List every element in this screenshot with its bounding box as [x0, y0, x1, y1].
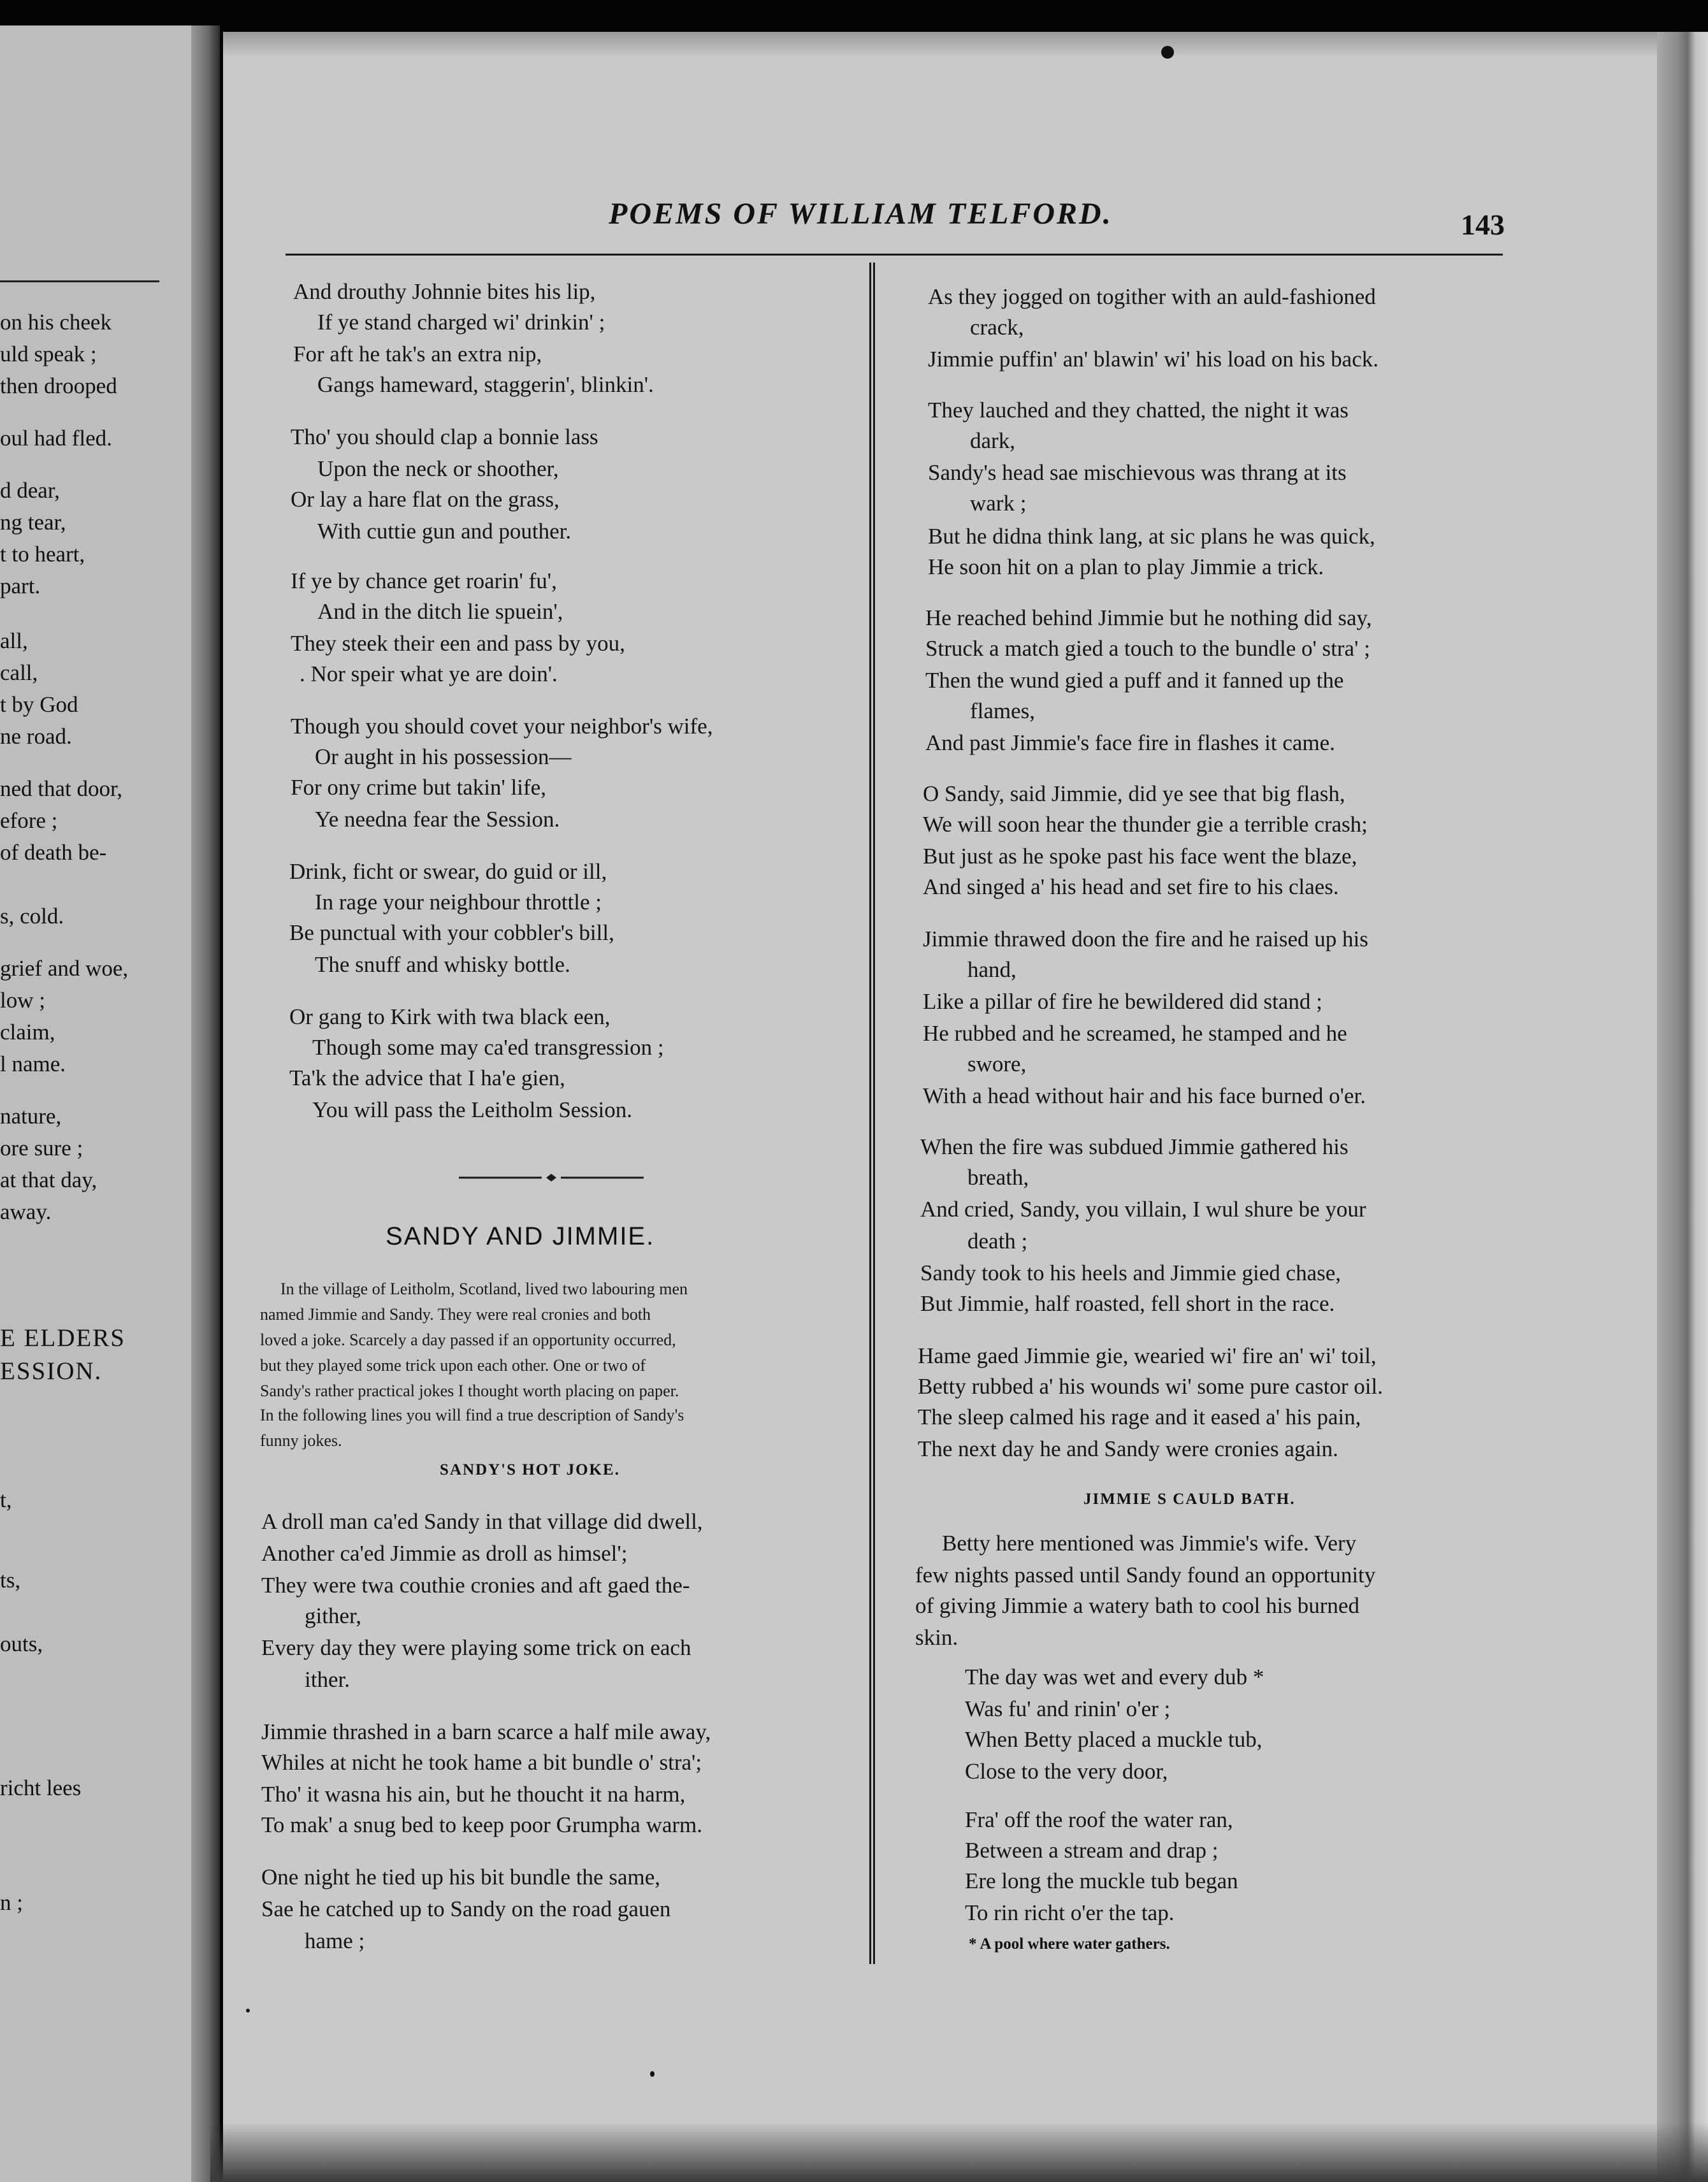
- page-shadow: [210, 2122, 1708, 2182]
- facing-line: then drooped: [0, 373, 117, 398]
- facing-line: s, cold.: [0, 904, 64, 928]
- poem-line: crack,: [970, 315, 1024, 340]
- verse-line: Or lay a hare flat on the grass,: [291, 487, 560, 512]
- poem-line: But Jimmie, half roasted, fell short in the race.: [920, 1291, 1335, 1316]
- verse-line: If ye stand charged wi' drinkin' ;: [317, 310, 605, 335]
- verse-line: Though some may ca'ed transgression ;: [312, 1035, 664, 1060]
- verse-line: In rage your neighbour throttle ;: [315, 890, 602, 914]
- section-ornament: [459, 1174, 644, 1181]
- verse-line: And in the ditch lie spuein',: [317, 599, 563, 624]
- ink-speck: [1161, 46, 1174, 59]
- facing-heading: ESSION.: [0, 1357, 103, 1385]
- page-shadow: [223, 32, 1657, 57]
- poem-line: As they jogged on togither with an auld-fashioned: [928, 284, 1376, 309]
- header-rule: [286, 254, 1503, 256]
- page-gutter: [191, 25, 220, 2182]
- verse-line: And drouthy Johnnie bites his lip,: [293, 279, 596, 304]
- poem-line: When the fire was subdued Jimmie gathered his: [920, 1134, 1349, 1159]
- verse-line: Ere long the muckle tub began: [965, 1868, 1238, 1893]
- verse-line: Drink, ficht or swear, do guid or ill,: [289, 859, 607, 884]
- facing-line: on his cheek: [0, 310, 112, 335]
- verse-line: When Betty placed a muckle tub,: [965, 1727, 1263, 1752]
- verse-line: Be punctual with your cobbler's bill,: [289, 920, 614, 945]
- poem-line: Jimmie thrashed in a barn scarce a half mile away,: [261, 1719, 711, 1744]
- poem-line: ither.: [305, 1667, 350, 1692]
- poem-subheading: SANDY'S HOT JOKE.: [440, 1461, 620, 1478]
- poem-line: The sleep calmed his rage and it eased a' his pain,: [918, 1405, 1361, 1429]
- poem-line: They were twa couthie cronies and aft gaed the-: [261, 1573, 690, 1598]
- verse-line: Fra' off the roof the water ran,: [965, 1807, 1233, 1832]
- facing-line: ne road.: [0, 724, 72, 749]
- poem-line: death ;: [967, 1229, 1028, 1254]
- verse-line: With cuttie gun and pouther.: [317, 519, 572, 544]
- verse-line: For aft he tak's an extra nip,: [293, 342, 542, 366]
- poem-line: Then the wund gied a puff and it fanned up the: [925, 668, 1344, 693]
- facing-line: t,: [0, 1487, 12, 1512]
- poem-line: Jimmie thrawed doon the fire and he raised up his: [923, 927, 1368, 951]
- running-title: POEMS OF WILLIAM TELFORD.: [609, 197, 1113, 231]
- intro-line: named Jimmie and Sandy. They were real cronies and both: [260, 1305, 651, 1324]
- facing-line: nature,: [0, 1104, 62, 1129]
- poem-line: He rubbed and he screamed, he stamped and he: [923, 1021, 1347, 1046]
- ornament-diamond: [546, 1174, 556, 1181]
- intro-line: In the following lines you will find a true description of Sandy's: [260, 1406, 684, 1424]
- poem-line: But just as he spoke past his face went the blaze,: [923, 844, 1357, 869]
- facing-page-rule: [0, 280, 159, 282]
- facing-line: outs,: [0, 1631, 43, 1656]
- facing-line: ore sure ;: [0, 1136, 83, 1160]
- intro-line: loved a joke. Scarcely a day passed if an opportunity occurred,: [260, 1331, 676, 1349]
- poem-line: They lauched and they chatted, the night it was: [928, 398, 1349, 423]
- facing-line: low ;: [0, 988, 45, 1013]
- poem-line: Whiles at nicht he took hame a bit bundle o' stra';: [261, 1750, 702, 1775]
- poem-line: And past Jimmie's face fire in flashes it came.: [925, 730, 1335, 755]
- facing-line: at that day,: [0, 1167, 98, 1192]
- poem-line: gither,: [305, 1603, 361, 1628]
- poem-line: Hame gaed Jimmie gie, wearied wi' fire an' wi' toil,: [918, 1343, 1377, 1368]
- verse-line: Was fu' and rinin' o'er ;: [965, 1696, 1171, 1721]
- verse-line: Ye needna fear the Session.: [315, 807, 560, 832]
- poem-line: swore,: [967, 1051, 1027, 1076]
- footnote: * A pool where water gathers.: [969, 1935, 1170, 1953]
- poem-line: Sandy's head sae mischievous was thrang at its: [928, 460, 1347, 485]
- facing-line: of death be-: [0, 840, 107, 865]
- poem-line: Another ca'ed Jimmie as droll as himsel';: [261, 1541, 628, 1566]
- poem-line: And cried, Sandy, you villain, I wul shure be your: [920, 1197, 1366, 1222]
- facing-line: richt lees: [0, 1775, 82, 1800]
- verse-line: To rin richt o'er the tap.: [965, 1900, 1175, 1925]
- facing-line: part.: [0, 574, 41, 598]
- poem-line: The next day he and Sandy were cronies again.: [918, 1436, 1338, 1461]
- verse-line: If ye by chance get roarin' fu',: [291, 568, 557, 593]
- poem-line: With a head without hair and his face burned o'er.: [923, 1083, 1366, 1108]
- prose-line: of giving Jimmie a watery bath to cool his burned: [915, 1593, 1359, 1618]
- poem-line: Like a pillar of fire he bewildered did stand ;: [923, 989, 1322, 1014]
- verse-line: Close to the very door,: [965, 1759, 1168, 1784]
- intro-line: but they played some trick upon each other. One or two of: [260, 1356, 646, 1375]
- poem-line: dark,: [970, 428, 1015, 453]
- verse-line: Upon the neck or shoother,: [317, 456, 559, 481]
- facing-line: grief and woe,: [0, 956, 129, 981]
- intro-line: Sandy's rather practical jokes I thought worth placing on paper.: [260, 1382, 679, 1400]
- poem-line: Betty rubbed a' his wounds wi' some pure castor oil.: [918, 1374, 1383, 1399]
- poem-line: Sae he catched up to Sandy on the road gauen: [261, 1897, 671, 1921]
- facing-line: ned that door,: [0, 776, 123, 801]
- ink-speck: [650, 2071, 655, 2077]
- facing-page-fragment: [0, 25, 210, 2182]
- verse-line: Gangs hameward, staggerin', blinkin'.: [317, 372, 654, 397]
- facing-line: claim,: [0, 1020, 55, 1044]
- poem-subheading: JIMMIE S CAULD BATH.: [1083, 1491, 1296, 1508]
- prose-line: skin.: [915, 1625, 959, 1650]
- facing-line: uld speak ;: [0, 342, 97, 366]
- poem-line: But he didna think lang, at sic plans he was quick,: [928, 524, 1375, 549]
- poem-line: hame ;: [305, 1928, 365, 1953]
- verse-line: For ony crime but takin' life,: [291, 775, 546, 800]
- poem-line: And singed a' his head and set fire to his claes.: [923, 874, 1339, 899]
- facing-line: ts,: [0, 1568, 21, 1593]
- prose-line: Betty here mentioned was Jimmie's wife. Very: [942, 1531, 1357, 1556]
- verse-line: Ta'k the advice that I ha'e gien,: [289, 1066, 565, 1090]
- facing-line: t to heart,: [0, 542, 85, 567]
- verse-line: Tho' you should clap a bonnie lass: [291, 424, 598, 449]
- column-divider: [869, 263, 875, 1964]
- facing-line: n ;: [0, 1890, 23, 1915]
- poem-line: Tho' it wasna his ain, but he thoucht it na harm,: [261, 1782, 686, 1807]
- verse-line: You will pass the Leitholm Session.: [312, 1097, 633, 1122]
- poem-line: flames,: [970, 698, 1036, 723]
- facing-line: oul had fled.: [0, 426, 112, 451]
- poem-line: wark ;: [970, 491, 1027, 516]
- poem-line: Jimmie puffin' an' blawin' wi' his load on his back.: [928, 347, 1379, 372]
- facing-line: t by God: [0, 692, 78, 717]
- verse-line: Or gang to Kirk with twa black een,: [289, 1004, 611, 1029]
- facing-line: away.: [0, 1199, 52, 1224]
- verse-line: Between a stream and drap ;: [965, 1838, 1219, 1863]
- verse-line: . Nor speir what ye are doin'.: [300, 661, 558, 686]
- facing-line: d dear,: [0, 478, 60, 503]
- page-number: 143: [1461, 208, 1505, 241]
- facing-line: ng tear,: [0, 510, 66, 535]
- verse-line: The day was wet and every dub *: [965, 1665, 1264, 1689]
- poem-line: Struck a match gied a touch to the bundle o' stra' ;: [925, 636, 1370, 661]
- poem-line: A droll man ca'ed Sandy in that village did dwell,: [261, 1509, 703, 1534]
- page-edge: [1657, 32, 1708, 2182]
- intro-line: In the village of Leitholm, Scotland, lived two labouring men: [280, 1280, 688, 1298]
- poem-line: He reached behind Jimmie but he nothing did say,: [925, 605, 1372, 630]
- prose-line: few nights passed until Sandy found an opportunity: [915, 1563, 1376, 1587]
- facing-line: l name.: [0, 1051, 66, 1076]
- poem-line: Every day they were playing some trick on each: [261, 1635, 691, 1660]
- section-title: SANDY AND JIMMIE.: [386, 1222, 655, 1250]
- poem-line: O Sandy, said Jimmie, did ye see that big flash,: [923, 781, 1345, 806]
- verse-line: They steek their een and pass by you,: [291, 631, 625, 656]
- verse-line: The snuff and whisky bottle.: [315, 952, 570, 977]
- facing-line: efore ;: [0, 808, 58, 833]
- poem-line: breath,: [967, 1165, 1029, 1190]
- ink-speck: [246, 2009, 250, 2012]
- poem-line: He soon hit on a plan to play Jimmie a trick.: [928, 554, 1324, 579]
- facing-line: call,: [0, 660, 38, 685]
- poem-line: We will soon hear the thunder gie a terrible crash;: [923, 812, 1368, 837]
- facing-line: all,: [0, 628, 28, 653]
- facing-heading: E ELDERS: [0, 1324, 126, 1352]
- verse-line: Or aught in his possession—: [315, 744, 572, 769]
- intro-line: funny jokes.: [260, 1431, 342, 1450]
- poem-line: hand,: [967, 957, 1017, 982]
- poem-line: Sandy took to his heels and Jimmie gied chase,: [920, 1261, 1342, 1285]
- poem-line: One night he tied up his bit bundle the same,: [261, 1865, 661, 1889]
- verse-line: Though you should covet your neighbor's wife,: [291, 714, 713, 739]
- poem-line: To mak' a snug bed to keep poor Grumpha warm.: [261, 1812, 703, 1837]
